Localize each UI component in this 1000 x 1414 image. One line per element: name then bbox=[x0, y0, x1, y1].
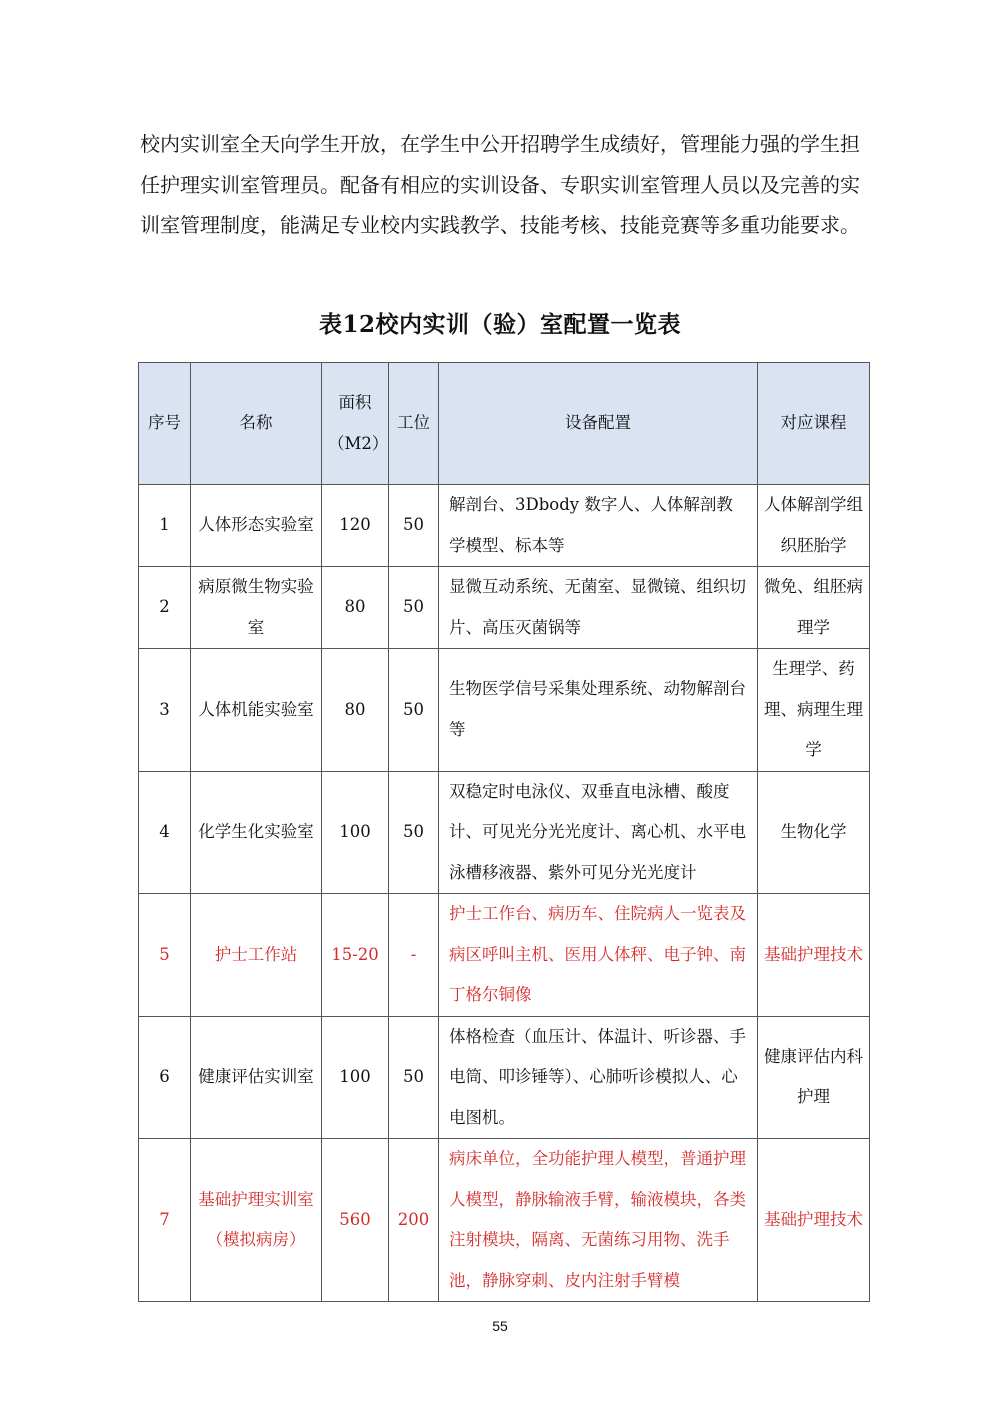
table-row bbox=[139, 771, 870, 894]
cell-area: 560 bbox=[322, 1139, 389, 1302]
cell-name: 人体形态实验室 bbox=[191, 485, 322, 567]
cell-seq: 6 bbox=[139, 1016, 191, 1139]
page-number: 55 bbox=[492, 1318, 508, 1334]
cell-seq: 7 bbox=[139, 1139, 191, 1302]
cell-stations: 50 bbox=[389, 567, 439, 649]
cell-area: 15-20 bbox=[322, 894, 389, 1017]
lab-config-table bbox=[138, 362, 870, 1302]
cell-name: 人体机能实验室 bbox=[191, 649, 322, 772]
cell-stations: - bbox=[389, 894, 439, 1017]
header-area: 面积（M2） bbox=[322, 363, 389, 485]
cell-courses: 基础护理技术 bbox=[758, 1139, 870, 1302]
cell-seq: 1 bbox=[139, 485, 191, 567]
header-stations: 工位 bbox=[389, 363, 439, 485]
cell-seq: 2 bbox=[139, 567, 191, 649]
table-row bbox=[139, 485, 870, 567]
cell-equipment: 体格检查（血压计、体温计、听诊器、手电筒、叩诊锤等）、心肺听诊模拟人、心电图机。 bbox=[439, 1016, 758, 1139]
cell-area: 100 bbox=[322, 1016, 389, 1139]
cell-equipment: 护士工作台、病历车、住院病人一览表及病区呼叫主机、医用人体秤、电子钟、南丁格尔铜像 bbox=[439, 894, 758, 1017]
cell-name: 病原微生物实验室 bbox=[191, 567, 322, 649]
cell-area: 80 bbox=[322, 649, 389, 772]
cell-stations: 50 bbox=[389, 1016, 439, 1139]
table-row bbox=[139, 649, 870, 772]
table-row bbox=[139, 1016, 870, 1139]
cell-courses: 健康评估内科护理 bbox=[758, 1016, 870, 1139]
cell-name: 护士工作站 bbox=[191, 894, 322, 1017]
cell-area: 80 bbox=[322, 567, 389, 649]
cell-equipment: 显微互动系统、无菌室、显微镜、组织切片、高压灭菌锅等 bbox=[439, 567, 758, 649]
header-courses: 对应课程 bbox=[758, 363, 870, 485]
header-equipment: 设备配置 bbox=[439, 363, 758, 485]
header-seq: 序号 bbox=[139, 363, 191, 485]
table-row bbox=[139, 1139, 870, 1302]
cell-area: 120 bbox=[322, 485, 389, 567]
cell-stations: 50 bbox=[389, 649, 439, 772]
cell-name: 化学生化实验室 bbox=[191, 771, 322, 894]
cell-courses: 生理学、药理、病理生理学 bbox=[758, 649, 870, 772]
cell-equipment: 双稳定时电泳仪、双垂直电泳槽、酸度计、可见光分光光度计、离心机、水平电泳槽移液器、紫外可见分光光度计 bbox=[439, 771, 758, 894]
table-row bbox=[139, 894, 870, 1017]
cell-area: 100 bbox=[322, 771, 389, 894]
cell-courses: 基础护理技术 bbox=[758, 894, 870, 1017]
table-title: 表12校内实训（验）室配置一览表 bbox=[318, 311, 681, 338]
cell-courses: 生物化学 bbox=[758, 771, 870, 894]
cell-name: 健康评估实训室 bbox=[191, 1016, 322, 1139]
cell-courses: 微免、组胚病理学 bbox=[758, 567, 870, 649]
cell-name: 基础护理实训室（模拟病房） bbox=[191, 1139, 322, 1302]
cell-stations: 50 bbox=[389, 771, 439, 894]
cell-equipment: 解剖台、3Dbody 数字人、人体解剖教学模型、标本等 bbox=[439, 485, 758, 567]
cell-equipment: 病床单位，全功能护理人模型，普通护理人模型，静脉输液手臂，输液模块，各类注射模块，隔离、无菌练习用物、洗手池，静脉穿刺、皮内注射手臂模 bbox=[439, 1139, 758, 1302]
cell-courses: 人体解剖学组织胚胎学 bbox=[758, 485, 870, 567]
intro-paragraph: 校内实训室全天向学生开放，在学生中公开招聘学生成绩好，管理能力强的学生担任护理实训室管理员。配备有相应的实训设备、专职实训室管理人员以及完善的实训室管理制度，能满足专业校内实践教学、技能考核、技能竞赛等多重功能要求。 bbox=[140, 132, 860, 237]
cell-equipment: 生物医学信号采集处理系统、动物解剖台等 bbox=[439, 649, 758, 772]
table-header-row bbox=[139, 363, 870, 485]
table-row bbox=[139, 567, 870, 649]
cell-seq: 5 bbox=[139, 894, 191, 1017]
cell-stations: 200 bbox=[389, 1139, 439, 1302]
cell-stations: 50 bbox=[389, 485, 439, 567]
cell-seq: 4 bbox=[139, 771, 191, 894]
header-name: 名称 bbox=[191, 363, 322, 485]
cell-seq: 3 bbox=[139, 649, 191, 772]
